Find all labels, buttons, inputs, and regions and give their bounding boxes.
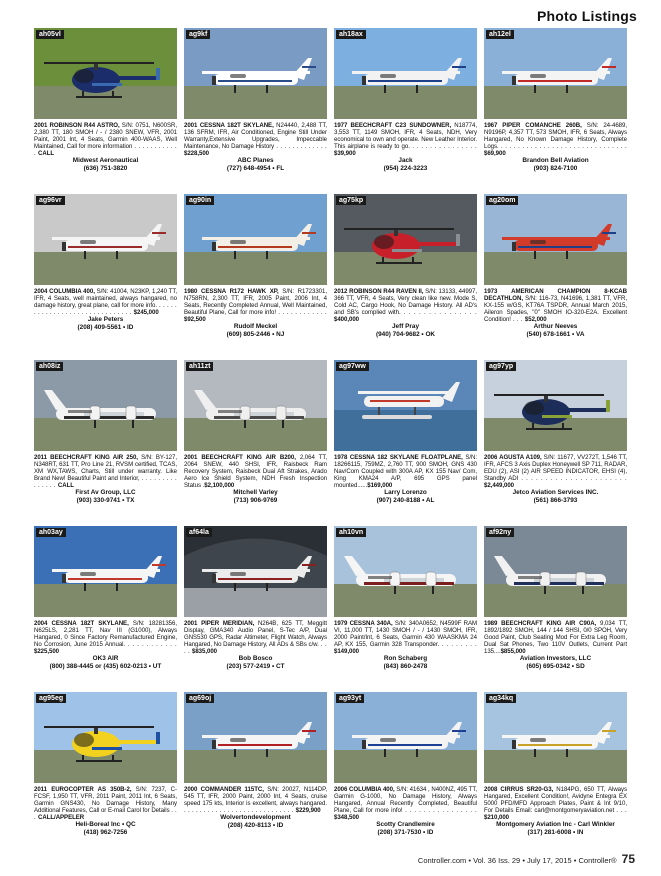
listing-description xyxy=(184,786,327,814)
aircraft-photo[interactable] xyxy=(34,360,177,451)
listing-title: 2001 PIPER MERIDIAN, xyxy=(184,620,255,627)
listing-code: ag20om xyxy=(486,196,518,205)
aircraft-photo[interactable] xyxy=(484,28,627,119)
listing-card[interactable] xyxy=(334,692,477,854)
photo-svg xyxy=(34,360,177,451)
listing-title: 2000 COMMANDER 115TC, xyxy=(184,786,264,793)
seller-name: Ron Schaberg xyxy=(383,655,428,663)
listing-price: CALL xyxy=(57,482,74,490)
listing-description xyxy=(334,786,477,821)
listing-body: S/N: 13133, 44997, 366 TT, VFR, 4 Seats, Very clean like new. Mode S, Cold AC, Cargo Hook, No Damage History. All AD's and SB's complied with. xyxy=(334,288,477,317)
listing-title: 1989 BEECHCRAFT KING AIR C90A, xyxy=(484,620,597,627)
seller-phone[interactable]: (903) 330-9741 • TX xyxy=(76,496,135,504)
listing-body: S/N: 7237, C-FCSF, 1,950 TT, VFR, 2011 Paint, 2011 Int, 6 Seats, Garmin GNS430, No Damage History, Many Additional Features, Call or E-mail Carol for Details . xyxy=(34,786,177,815)
listing-description xyxy=(184,454,327,489)
listing-price: $225,500 xyxy=(34,648,60,656)
aircraft-photo[interactable] xyxy=(484,692,627,783)
footer-separator: • xyxy=(468,856,471,865)
listing-description xyxy=(34,786,177,821)
listing-description xyxy=(484,454,627,489)
seller-name: Midwest Aeronautical xyxy=(72,157,139,165)
listing-body: S/N: 0751, N600SR, 2,380 TT, 180 SMOH / - / 2380 SNEW, VFR, 2001 Paint, 2001 Int, 4 Seats, Garmin 400-WAAS, Well Maintained, Call for more information xyxy=(34,122,177,151)
aircraft-photo[interactable] xyxy=(484,194,627,285)
listing-card[interactable] xyxy=(484,28,627,190)
listing-title: 2012 ROBINSON R44 RAVEN II, xyxy=(334,288,424,295)
listing-dots: . . . . . . . . xyxy=(439,641,477,649)
listing-body: S/N: BY-127, N348RT, 631 TT, Pro Line 21, RVSM certified, TCAS, XM WX,TAWS, Charts, Still under warranty. Like Brand New! Beautiful Paint and Interior, xyxy=(34,454,177,483)
photo-svg xyxy=(334,194,477,285)
seller-phone[interactable]: (940) 704-9682 • OK xyxy=(375,330,436,338)
listing-card[interactable] xyxy=(484,360,627,522)
listing-price: $400,000 xyxy=(334,316,360,324)
seller-name: Aviation Investors, LLC xyxy=(519,655,592,663)
seller-phone[interactable]: (713) 906-9769 xyxy=(233,496,278,504)
listing-code: ah11zt xyxy=(186,362,213,371)
listing-description xyxy=(184,122,327,157)
listing-body: 2,064 TT, 2064 SNEW, 440 SHSI, IFR, Raisbeck Ram Recovery System, Raisbeck Dual Aft Strakes, Arado Aero Ice Shield System, NDH Fresh Inspection Status . xyxy=(184,454,327,490)
aircraft-photo[interactable] xyxy=(334,360,477,451)
listing-title: 2004 COLUMBIA 400, xyxy=(34,288,95,295)
listing-description xyxy=(484,122,627,157)
photo-svg xyxy=(484,526,627,617)
seller-name: Arthur Neeves xyxy=(533,323,578,331)
listing-dots: . . xyxy=(617,807,627,815)
listing-description xyxy=(184,288,327,323)
listing-dots: . . . . . . . . . . . . xyxy=(34,143,177,158)
photo-svg xyxy=(334,526,477,617)
listing-description xyxy=(34,620,177,655)
listing-dots: . . . . . . . . . . . . . . . . . . . . . . . . . . . . . . xyxy=(498,143,627,151)
photo-svg xyxy=(484,194,627,285)
seller-name: Jetco Aviation Services INC. xyxy=(512,489,599,497)
listing-code: ag96vr xyxy=(36,196,65,205)
seller-phone[interactable]: (609) 805-2446 • NJ xyxy=(226,330,285,338)
listing-description xyxy=(334,620,477,655)
listing-card[interactable] xyxy=(34,194,177,356)
listing-price: $855,000 xyxy=(500,648,526,656)
listing-price: $348,500 xyxy=(334,814,360,822)
listing-card[interactable] xyxy=(484,692,627,854)
seller-name: Montgomery Aviation Inc - Carl Winkler xyxy=(496,821,615,829)
aircraft-photo[interactable] xyxy=(34,194,177,285)
listing-card[interactable] xyxy=(34,28,177,190)
photo-svg xyxy=(34,526,177,617)
listing-card[interactable] xyxy=(334,194,477,356)
listing-dots: . . . . . . . . . . . . . xyxy=(274,143,327,151)
listing-price: $245,000 xyxy=(133,309,159,317)
aircraft-photo[interactable] xyxy=(184,194,327,285)
aircraft-photo[interactable] xyxy=(334,194,477,285)
listing-card[interactable] xyxy=(184,526,327,688)
listings-grid xyxy=(34,28,628,854)
footer-separator: • xyxy=(522,856,525,865)
listing-body: S/N: 340A0652, N4599F RAM VI, 11,000 TT, 1430 SMOH / - / 1430 SMOH, IFR, 2000 Paint/Int, 6 Seats, Garmin 430 WAASKMA 24 AP, KX 155, Garmin 328 Transponder. xyxy=(334,620,477,649)
listing-card[interactable] xyxy=(34,360,177,522)
listing-dots: . . . xyxy=(510,316,525,324)
listing-code: ah18ax xyxy=(336,30,366,39)
listing-title: 2008 CIRRUS SR20-G3, xyxy=(484,786,554,793)
aircraft-photo[interactable] xyxy=(34,526,177,617)
seller-phone[interactable]: (418) 962-7256 xyxy=(83,828,128,836)
seller-name: ABC Planes xyxy=(237,157,274,165)
aircraft-photo[interactable] xyxy=(334,28,477,119)
listing-title: 1973 AMERICAN CHAMPION 8-KCAB DECATHLON, xyxy=(484,288,627,303)
listing-body: S/N: R1723301, N758RN, 2,300 TT, IFR, 2005 Paint, 2006 Int, 4 Seats, Recently Completed Annual, Well Maintained, Beautiful Plane, Call for more info! xyxy=(184,288,327,317)
listing-title: 2011 BEECHCRAFT KING AIR 250, xyxy=(34,454,138,461)
listing-code: ah03ay xyxy=(36,528,66,537)
listing-card[interactable] xyxy=(334,526,477,688)
seller-phone[interactable]: (540) 678-1661 • VA xyxy=(526,330,585,338)
page-number: 75 xyxy=(621,852,635,866)
listing-dots: . . . . . . . . . . . . . . . xyxy=(34,475,177,490)
listing-description xyxy=(334,454,477,489)
listing-card[interactable] xyxy=(184,194,327,356)
listing-title: 1980 CESSNA R172 HAWK XP, xyxy=(184,288,279,295)
listing-price: $210,000 xyxy=(484,814,510,822)
listing-body: N24440, 2,488 TT, 136 SFRM, IFR, Air Conditioned, Engine Still Under Warranty,Extensive Upgrades, Impeccable Maintenance, No Damage History xyxy=(184,122,327,151)
seller-name: Bob Bosco xyxy=(238,655,273,663)
listing-code: af64la xyxy=(186,528,212,537)
listing-dots: . . . . xyxy=(184,641,327,656)
photo-svg xyxy=(334,360,477,451)
photo-svg xyxy=(484,28,627,119)
seller-phone[interactable]: (203) 577-2419 • CT xyxy=(226,662,285,670)
photo-svg xyxy=(334,28,477,119)
listing-card[interactable] xyxy=(334,28,477,190)
listing-dots: . . . . . . . . . . . . . . . . . . . . . . . . . . . . xyxy=(184,807,296,815)
photo-svg xyxy=(334,692,477,783)
listing-code: ag34kq xyxy=(486,694,516,703)
aircraft-photo[interactable] xyxy=(484,360,627,451)
listing-code: ah12el xyxy=(486,30,514,39)
listing-code: ag95eg xyxy=(36,694,66,703)
footer-brand: Controller® xyxy=(578,856,617,865)
listing-description xyxy=(334,288,477,323)
listing-title: 2001 ROBINSON R44 ASTRO, xyxy=(34,122,120,129)
listing-card[interactable] xyxy=(334,360,477,522)
listing-card[interactable] xyxy=(184,360,327,522)
aircraft-photo[interactable] xyxy=(184,526,327,617)
listing-card[interactable] xyxy=(34,692,177,854)
listing-price: $2,100,000 xyxy=(204,482,235,490)
photo-svg xyxy=(34,194,177,285)
listing-dots: . . xyxy=(34,807,177,822)
listing-price: CALL/APPELER xyxy=(38,814,85,822)
listing-price: $2,449,000 xyxy=(484,482,514,490)
listing-title: 1978 CESSNA 182 SKYLANE FLOATPLANE, xyxy=(334,454,463,461)
seller-phone[interactable]: (903) 824-7100 xyxy=(533,164,578,172)
listing-code: ah08iz xyxy=(36,362,63,371)
seller-name: OK3 AIR xyxy=(92,655,119,663)
photo-svg xyxy=(484,360,627,451)
seller-phone[interactable]: (954) 224-3223 xyxy=(383,164,428,172)
seller-phone[interactable]: (843) 860-2478 xyxy=(383,662,428,670)
listing-code: ag97yp xyxy=(486,362,516,371)
seller-name: Mitchell Varley xyxy=(233,489,278,497)
seller-name: Jeff Pray xyxy=(392,323,419,331)
seller-name: Jack xyxy=(398,157,413,165)
listing-price: $169,000 xyxy=(367,482,393,490)
listing-price: $92,500 xyxy=(184,316,206,324)
listing-body: S/N: 20027, N114DP, 545 TT, IFR, 2000 Paint, 2000 Int, 4 Seats, cruise speed 175 kts, Interior is excellent, always hangared. xyxy=(184,786,327,808)
listing-code: ag69oj xyxy=(186,694,214,703)
listing-dots: . . . . . . . . . . . . . . . . xyxy=(402,807,477,815)
listing-price: $52,000 xyxy=(524,316,547,324)
aircraft-photo[interactable] xyxy=(34,28,177,119)
seller-name: Wolvertondevelopment xyxy=(220,814,291,822)
listing-dots: . . . . . . . . . . . . . . . . . . . . . . . . . . . . . . xyxy=(34,302,177,317)
listing-title: 2001 CESSNA 182T SKYLANE, xyxy=(184,122,274,129)
photo-svg xyxy=(184,28,327,119)
listing-body: S/N: 41634 , N400NZ, 495 TT, Garmin G-1000, No Damage History, Always Hangared, Annual Recently Completed, Beautiful Plane, Call for more info! xyxy=(334,786,477,815)
photo-svg xyxy=(184,692,327,783)
seller-phone[interactable]: (636) 751-3820 xyxy=(83,164,128,172)
footer-separator: • xyxy=(573,856,577,865)
listing-price: $69,900 xyxy=(484,150,506,158)
listing-dots: . . . . . . . . . . . . . . . xyxy=(400,309,477,317)
listing-title: 1977 BEECHCRAFT C23 SUNDOWNER, xyxy=(334,122,452,129)
photo-svg xyxy=(184,194,327,285)
photo-svg xyxy=(484,692,627,783)
listing-title: 1979 CESSNA 340A, xyxy=(334,620,393,627)
listing-card[interactable] xyxy=(184,28,327,190)
listing-description xyxy=(484,620,627,655)
aircraft-photo[interactable] xyxy=(334,526,477,617)
listing-description xyxy=(334,122,477,157)
listing-card[interactable] xyxy=(484,194,627,356)
listing-code: ag75kp xyxy=(336,196,366,205)
listing-body: N264B, 625 TT, Meggitt Display, GMA340 Audio Panel, S-Tec A/P, Dual GNS530 GPS, Radar Altimeter, Flight Watch, Always Hangared, No Damage History, All ADs & SBs c/w. xyxy=(184,620,327,649)
seller-name: Rudolf Meckel xyxy=(233,323,278,331)
seller-name: First Av Group, LLC xyxy=(75,489,136,497)
seller-phone[interactable]: (605) 695-0342 • SD xyxy=(526,662,585,670)
listing-body: S/N: 18266115, 759MZ, 2,760 TT, 900 SMOH, GNS 430 Nav/Com Coupled with 300A AP, KX 155 Nav/ Com, King KMA24 A/P, 695 GPS panel mounted...... xyxy=(334,454,477,490)
listing-description xyxy=(34,454,177,489)
seller-phone[interactable]: (800) 388-4445 or (435) 602-0213 • UT xyxy=(49,662,162,670)
footer-issue: Vol. 36 Iss. 29 xyxy=(473,856,521,865)
listing-body: N18774, 3,553 TT, 1149 SMOH, IFR, 4 Seats, NDH, Very economical to own and operate. New Leather Interior. This airplane is ready to go. xyxy=(334,122,477,151)
listing-description xyxy=(34,288,177,316)
seller-phone[interactable]: (208) 409-5561 • ID xyxy=(77,323,134,331)
listing-title: 2006 AGUSTA A109, xyxy=(484,454,542,461)
listing-title: 2004 CESSNA 182T SKYLANE, xyxy=(34,620,129,627)
listing-price: $228,500 xyxy=(184,150,210,158)
listing-code: ag97ww xyxy=(336,362,369,371)
seller-name: Brandon Bell Aviation xyxy=(522,157,589,165)
photo-svg xyxy=(184,360,327,451)
listing-description xyxy=(484,288,627,323)
seller-phone[interactable]: (907) 240-8188 • AL xyxy=(376,496,435,504)
listing-title: 2001 BEECHCRAFT KING AIR B200, xyxy=(184,454,296,461)
listing-price: CALL xyxy=(38,150,55,158)
listing-price: $229,900 xyxy=(295,807,321,815)
photo-svg xyxy=(34,28,177,119)
listing-card[interactable] xyxy=(184,692,327,854)
seller-name: Larry Lorenzo xyxy=(384,489,427,497)
seller-phone[interactable]: (317) 281-6008 • IN xyxy=(527,828,584,836)
footer-site[interactable]: Controller.com xyxy=(417,856,467,865)
listing-code: ah10vn xyxy=(336,528,366,537)
listing-code: af92ny xyxy=(486,528,514,537)
listing-description xyxy=(184,620,327,655)
seller-phone[interactable]: (727) 648-4954 • FL xyxy=(226,164,285,172)
listing-body: N184PG, 650 TT, Always Hangared, Excellent Condition!, Avidyne Entegra EX 5000 PFD/MFD Approach Plates, Paint & Int 9/10, For Details Email: carl@montgomeryaviation.net . xyxy=(484,786,627,815)
listing-body: S/N: 41004, N23KP, 1,240 TT, IFR, 4 Seats, well maintained, always hangared, no damage history, great plane, call for more info. xyxy=(34,288,177,310)
listing-code: ag93yt xyxy=(336,694,364,703)
listing-card[interactable] xyxy=(34,526,177,688)
aircraft-photo[interactable] xyxy=(184,692,327,783)
aircraft-photo[interactable] xyxy=(334,692,477,783)
listing-code: ag90in xyxy=(186,196,214,205)
listing-card[interactable] xyxy=(484,526,627,688)
page-footer xyxy=(418,852,635,866)
listing-price: $39,900 xyxy=(334,150,356,158)
listing-body: S/N: 24-4689, N9196P, 4,357 TT, 573 SMOH, IFR, 6 Seats, Always Hangared, No Known Damage History, Complete Logs. xyxy=(484,122,627,151)
photo-svg xyxy=(184,526,327,617)
listing-code: ah05vl xyxy=(36,30,64,39)
listing-code: ag9kf xyxy=(186,30,210,39)
aircraft-photo[interactable] xyxy=(484,526,627,617)
listing-body: S/N: 18281356, N625LS, 2,281 TT, Nav III (G1000), Always Hangared, 0 Since Factory Remanufactured Engine, No Corrosion, June 2015 Annual. xyxy=(34,620,177,649)
listing-dots: . . . . . . . . . . . . xyxy=(276,309,327,317)
listing-title: 1967 PIPER COMANCHE 260B, xyxy=(484,122,582,129)
seller-phone[interactable]: (208) 420-8113 • ID xyxy=(227,821,284,829)
listing-body: S/N: 11677, VV272T, 1,546 TT, IFR, AFCS 3 Axis Duplex Honeywell SP 711, RADAR, EDU (2), ASI (2) AIR SPEED INDICATOR, EHSI (4), Standby ADI xyxy=(484,454,627,483)
listing-price: $149,000 xyxy=(334,648,360,656)
aircraft-photo[interactable] xyxy=(184,360,327,451)
listing-body: 9,034 TT, 1892/1892 SMOH, 144 / 144 SHSI, 0/0 SPOH, Very Good Paint, Club Seating Mod For Extra Leg Room, Dual Sat Phones, Two 110V Outlets, Current Part 135.... xyxy=(484,620,627,656)
listing-body: S/N: 116-73, N41696, 1,381 TT, VFR, KX-155 w/GS, KT76A TSPDR, Annual March 2015, Aileron Spades, "0" SMOH IO-320-E2A. Excellent Condition! xyxy=(484,295,627,324)
listing-dots: . . . . . . . . . . . . . . . xyxy=(409,143,477,151)
seller-name: Scotty Crandlemire xyxy=(376,821,435,829)
listing-description xyxy=(34,122,177,157)
seller-name: Jake Peters xyxy=(87,316,124,324)
listing-description xyxy=(484,786,627,821)
listing-price: $835,000 xyxy=(191,648,218,656)
seller-name: Heli-Boreal Inc • QC xyxy=(75,821,136,829)
page-title: Photo Listings xyxy=(536,8,637,24)
listing-title: 2011 EUROCOPTER AS 350B-2, xyxy=(34,786,132,793)
aircraft-photo[interactable] xyxy=(34,692,177,783)
footer-date: July 17, 2015 xyxy=(527,856,572,865)
listing-dots: . . . . . . . . . . . xyxy=(125,641,177,649)
seller-phone[interactable]: (208) 371-7530 • ID xyxy=(377,828,434,836)
aircraft-photo[interactable] xyxy=(184,28,327,119)
photo-svg xyxy=(34,692,177,783)
listing-dots: . . . . . . . . . . . . . . . . . . . . . . xyxy=(518,475,627,483)
listing-title: 2006 COLUMBIA 400, xyxy=(334,786,395,793)
seller-phone[interactable]: (561) 866-3793 xyxy=(533,496,578,504)
